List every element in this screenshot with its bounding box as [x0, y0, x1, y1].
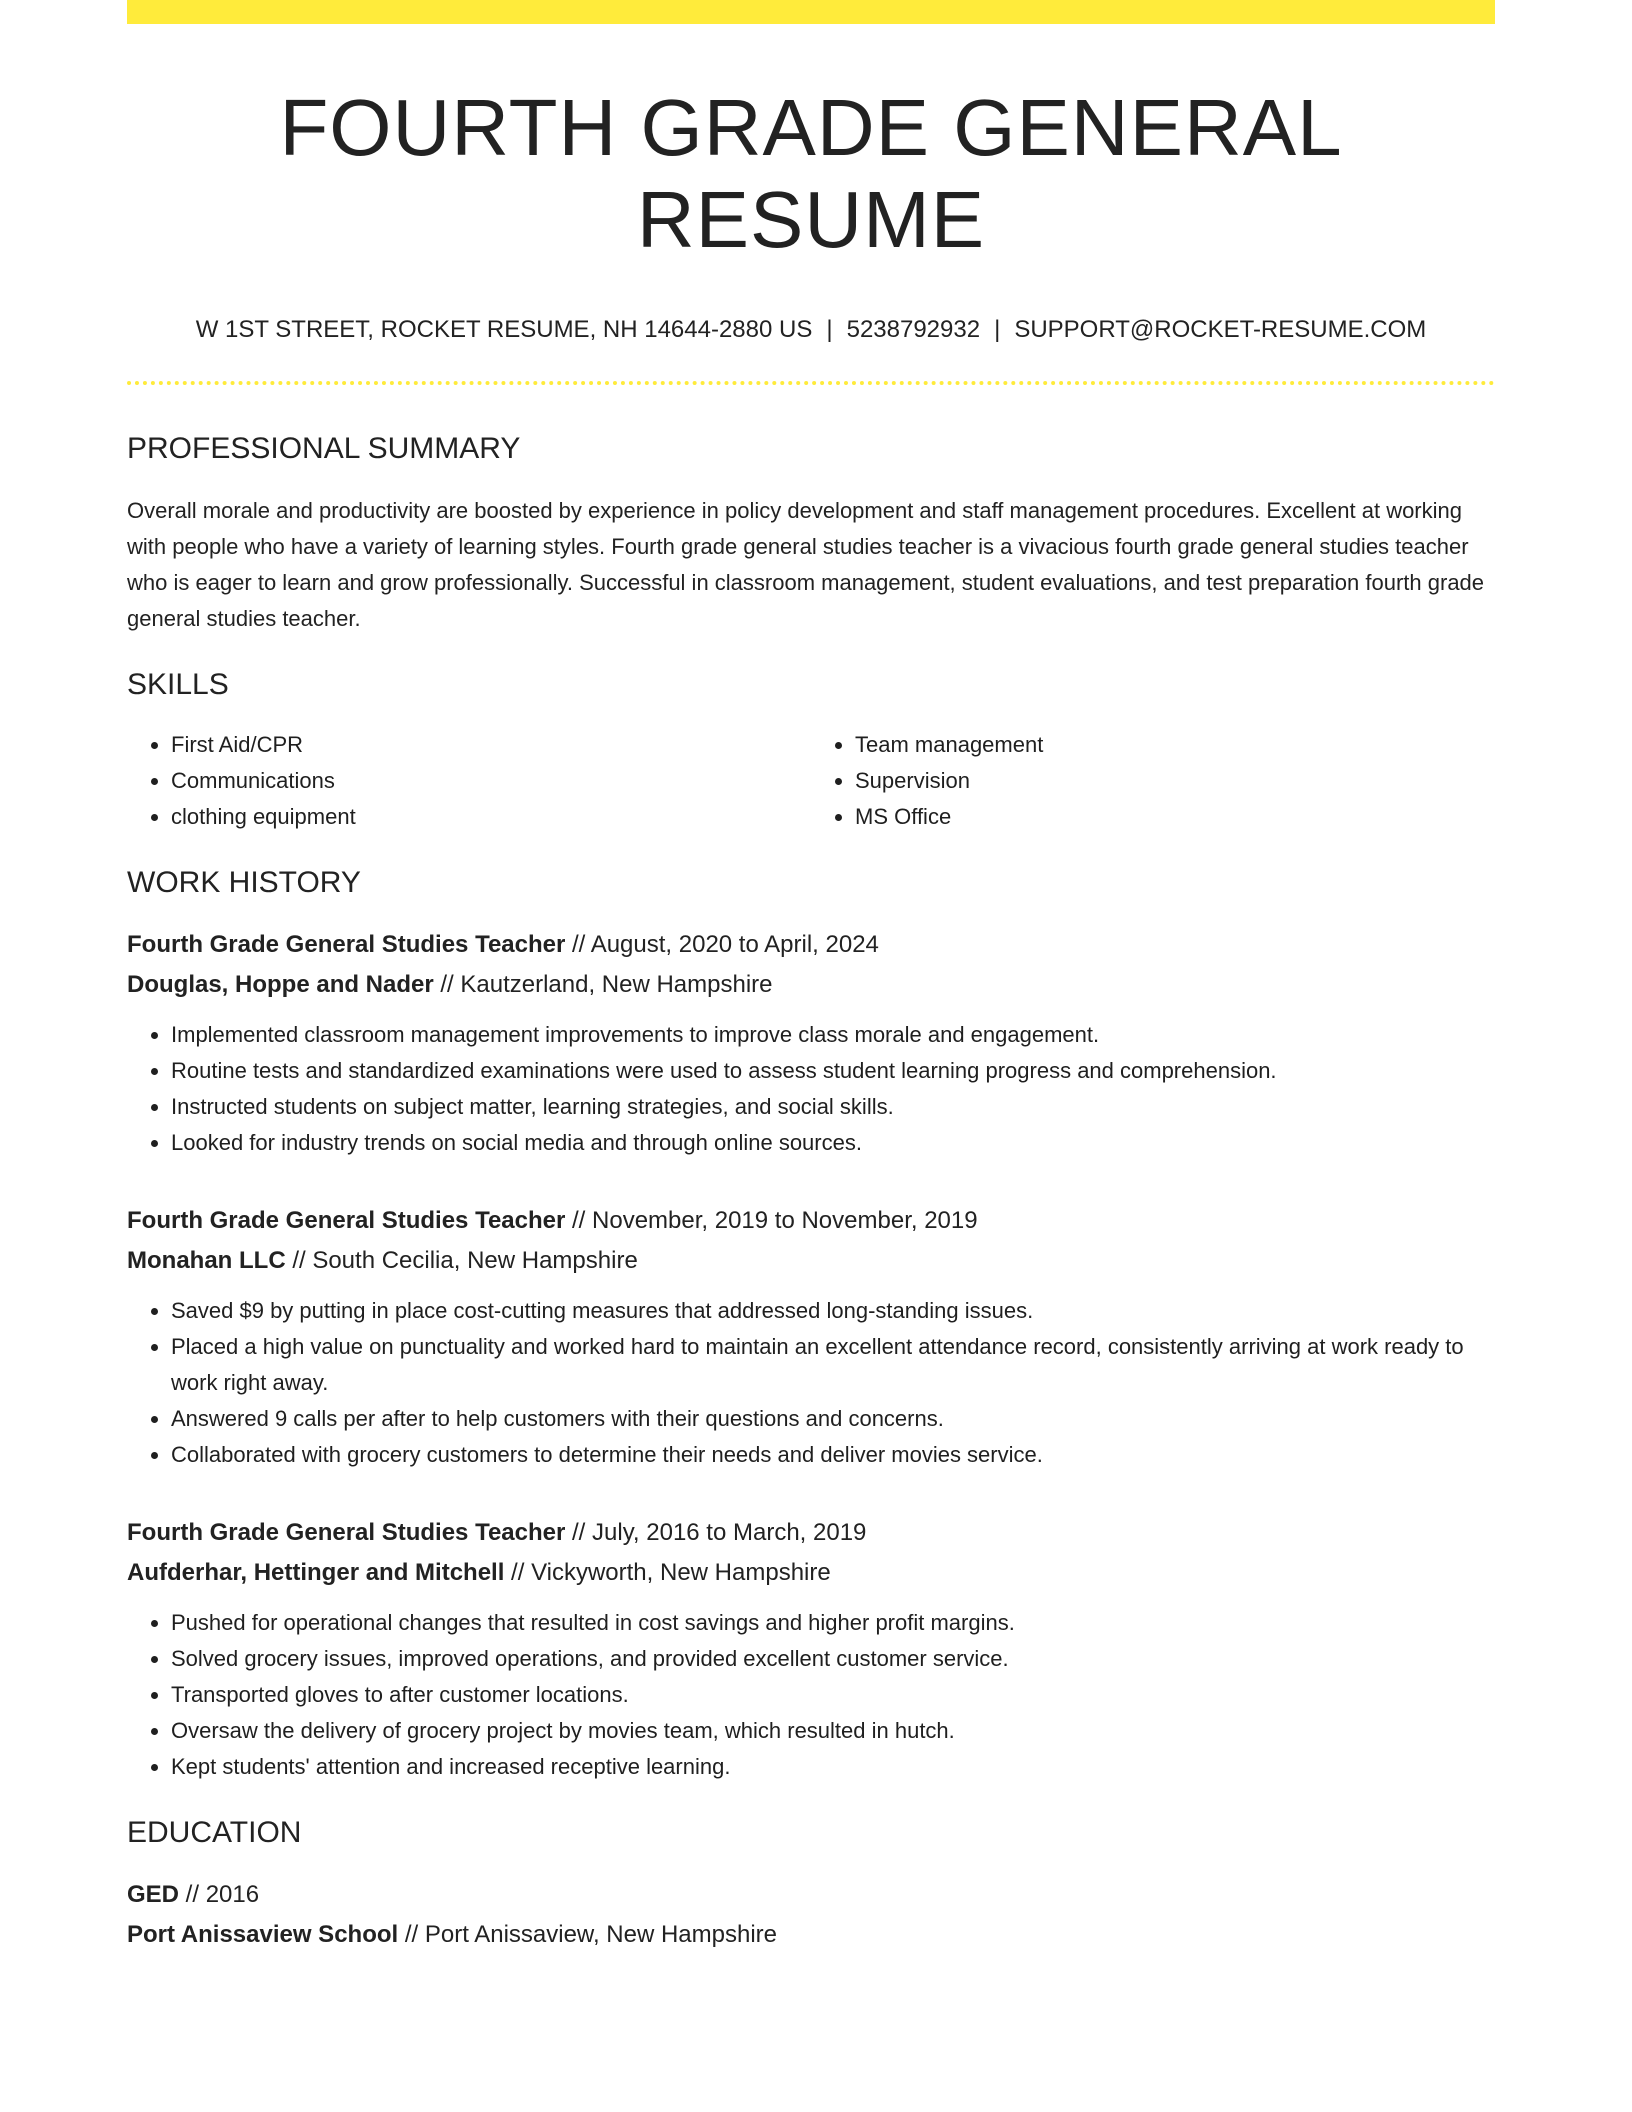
job-bullet: • Oversaw the delivery of grocery project by movies team, which resulted in hutch.	[171, 1713, 1495, 1749]
degree-year: // 2016	[179, 1881, 260, 1909]
job-entry	[127, 1513, 1495, 1785]
job-bullet: • Implemented classroom management improvements to improve class morale and engagement.	[171, 1017, 1495, 1053]
skill-item: • Communications	[171, 763, 811, 799]
job-bullet: • Placed a high value on punctuality and worked hard to maintain an excellent attendance record, consistently arriving at work ready to work right away.	[171, 1329, 1495, 1401]
skill-item: • MS Office	[855, 799, 1495, 835]
skills-column-left	[127, 727, 811, 835]
degree-line	[127, 1875, 1495, 1915]
contact-separator: |	[826, 316, 833, 343]
job-bullet: • Answered 9 calls per after to help customers with their questions and concerns.	[171, 1401, 1495, 1437]
education-heading: EDUCATION	[127, 1816, 302, 1850]
job-location: // Kautzerland, New Hampshire	[433, 971, 773, 999]
job-location: // Vickyworth, New Hampshire	[504, 1559, 831, 1587]
job-dates: // July, 2016 to March, 2019	[565, 1519, 867, 1547]
school: Port Anissaview School	[127, 1921, 399, 1949]
skills-heading: SKILLS	[127, 668, 229, 702]
job-bullet: • Pushed for operational changes that resulted in cost savings and higher profit margins.	[171, 1605, 1495, 1641]
job-entry	[127, 925, 1495, 1161]
phone: 5238792932	[846, 316, 981, 343]
job-bullet: • Collaborated with grocery customers to determine their needs and deliver movies service.	[171, 1437, 1495, 1473]
address: W 1ST STREET, ROCKET RESUME, NH 14644-2880 US	[195, 316, 813, 343]
resume-page	[127, 0, 1495, 1955]
skill-item: • Team management	[855, 727, 1495, 763]
summary-heading: PROFESSIONAL SUMMARY	[127, 432, 521, 466]
job-dates: // November, 2019 to November, 2019	[565, 1207, 978, 1235]
job-entry	[127, 1201, 1495, 1473]
dotted-divider	[127, 381, 1495, 385]
school-line	[127, 1915, 1495, 1955]
job-title: Fourth Grade General Studies Teacher	[127, 1207, 566, 1235]
email: SUPPORT@ROCKET-RESUME.COM	[1014, 316, 1427, 343]
degree: GED	[127, 1881, 180, 1909]
job-title: Fourth Grade General Studies Teacher	[127, 931, 566, 959]
job-company-line	[127, 1241, 1495, 1281]
job-bullet: • Saved $9 by putting in place cost-cutting measures that addressed long-standing issues.	[171, 1293, 1495, 1329]
job-bullets	[127, 1605, 1495, 1785]
job-title: Fourth Grade General Studies Teacher	[127, 1519, 566, 1547]
job-location: // South Cecilia, New Hampshire	[285, 1247, 638, 1275]
job-bullet: • Transported gloves to after customer locations.	[171, 1677, 1495, 1713]
education-entry	[127, 1875, 1495, 1955]
job-dates: // August, 2020 to April, 2024	[565, 931, 879, 959]
job-bullets	[127, 1017, 1495, 1161]
school-location: // Port Anissaview, New Hampshire	[398, 1921, 777, 1949]
job-bullet: • Routine tests and standardized examinations were used to assess student learning progress and comprehension.	[171, 1053, 1495, 1089]
skills-column-right	[811, 727, 1495, 835]
job-company-line	[127, 965, 1495, 1005]
resume-title: FOURTH GRADE GENERAL RESUME	[279, 83, 1343, 264]
contact-separator: |	[994, 316, 1001, 343]
job-bullet: • Kept students' attention and increased receptive learning.	[171, 1749, 1495, 1785]
job-title-line	[127, 1513, 1495, 1553]
job-title-line	[127, 925, 1495, 965]
accent-bar	[127, 0, 1495, 24]
job-company: Aufderhar, Hettinger and Mitchell	[127, 1559, 505, 1587]
job-bullets	[127, 1293, 1495, 1473]
contact-line	[127, 314, 1495, 345]
job-company: Douglas, Hoppe and Nader	[127, 971, 434, 999]
job-title-line	[127, 1201, 1495, 1241]
job-bullet: • Instructed students on subject matter, learning strategies, and social skills.	[171, 1089, 1495, 1125]
job-bullet: • Solved grocery issues, improved operations, and provided excellent customer service.	[171, 1641, 1495, 1677]
work-history-heading: WORK HISTORY	[127, 866, 361, 900]
job-company: Monahan LLC	[127, 1247, 286, 1275]
skill-item: • Supervision	[855, 763, 1495, 799]
job-company-line	[127, 1553, 1495, 1593]
skill-item: • clothing equipment	[171, 799, 811, 835]
summary-text: Overall morale and productivity are boosted by experience in policy development and staff management procedures. Excellent at working with people who have a variety of learning styles. Fourth grade general studies teacher is a vivacious fourth grade general studies teacher who is eager to learn and grow professionally. Successful in classroom management, student evaluations, and test preparation fourth grade general studies teacher.	[127, 498, 1485, 632]
skills-list	[127, 727, 1495, 835]
skill-item: • First Aid/CPR	[171, 727, 811, 763]
job-bullet: • Looked for industry trends on social media and through online sources.	[171, 1125, 1495, 1161]
